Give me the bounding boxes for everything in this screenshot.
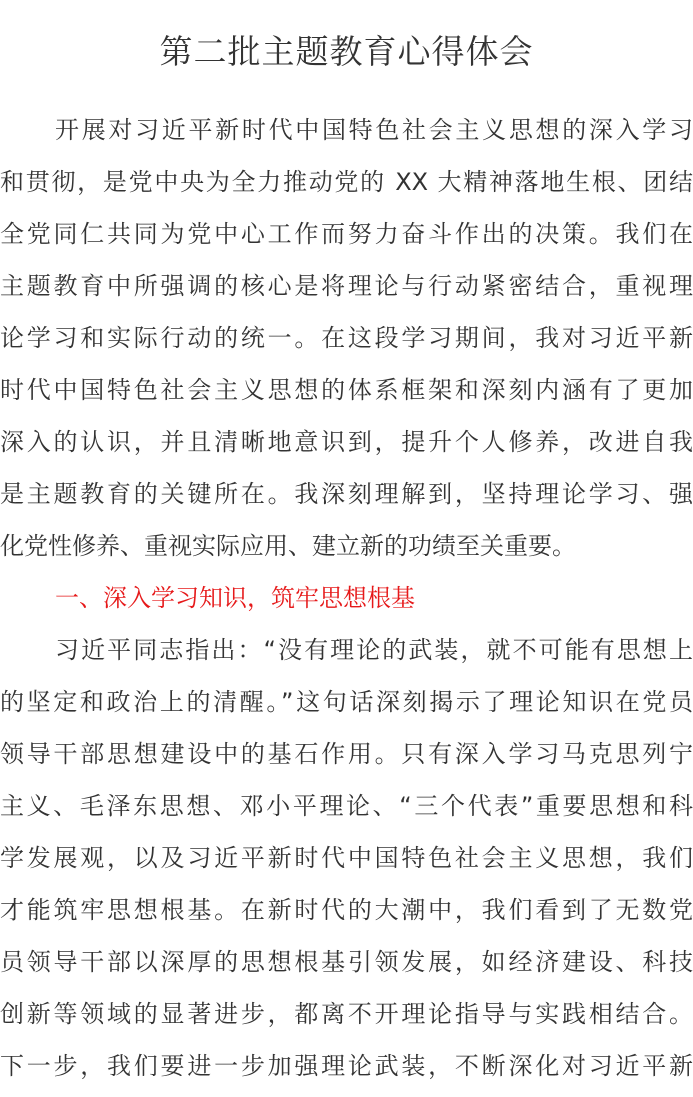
paragraph-line: 领导干部思想建设中的基石作用。只有深入学习马克思列宁 — [0, 740, 693, 768]
paragraph-line: 的坚定和政治上的清醒。”这句话深刻揭示了理论知识在党员 — [0, 688, 693, 716]
paragraph-line: 主义、毛泽东思想、邓小平理论、“三个代表”重要思想和科 — [0, 792, 693, 820]
paragraph-line: 创新等领域的显著进步，都离不开理论指导与实践相结合。 — [0, 1000, 693, 1028]
paragraph-line: 和贯彻，是党中央为全力推动党的 XX 大精神落地生根、团结 — [0, 168, 693, 196]
paragraph-line: 下一步，我们要进一步加强理论武装，不断深化对习近平新 — [0, 1052, 693, 1080]
paragraph-line: 时代中国特色社会主义思想的体系框架和深刻内涵有了更加 — [0, 376, 693, 404]
paragraph-line: 员领导干部以深厚的思想根基引领发展，如经济建设、科技 — [0, 948, 693, 976]
paragraph-line: 学发展观，以及习近平新时代中国特色社会主义思想，我们 — [0, 844, 693, 872]
paragraph-line: 全党同仁共同为党中心工作而努力奋斗作出的决策。我们在 — [0, 220, 693, 248]
section-heading: 一、深入学习知识，筑牢思想根基 — [55, 584, 415, 612]
paragraph-line: 化党性修养、重视实际应用、建立新的功绩至关重要。 — [0, 532, 576, 560]
paragraph-line: 是主题教育的关键所在。我深刻理解到，坚持理论学习、强 — [0, 480, 693, 508]
paragraph-line: 开展对习近平新时代中国特色社会主义思想的深入学习 — [55, 116, 693, 144]
paragraph-line: 深入的认识，并且清晰地意识到，提升个人修养，改进自我 — [0, 428, 693, 456]
paragraph-line: 论学习和实际行动的统一。在这段学习期间，我对习近平新 — [0, 324, 693, 352]
document-title: 第二批主题教育心得体会 — [159, 32, 534, 71]
paragraph-line: 习近平同志指出：“没有理论的武装，就不可能有思想上 — [55, 636, 693, 664]
paragraph-line: 才能筑牢思想根基。在新时代的大潮中，我们看到了无数党 — [0, 896, 693, 924]
paragraph-line: 主题教育中所强调的核心是将理论与行动紧密结合，重视理 — [0, 272, 693, 300]
